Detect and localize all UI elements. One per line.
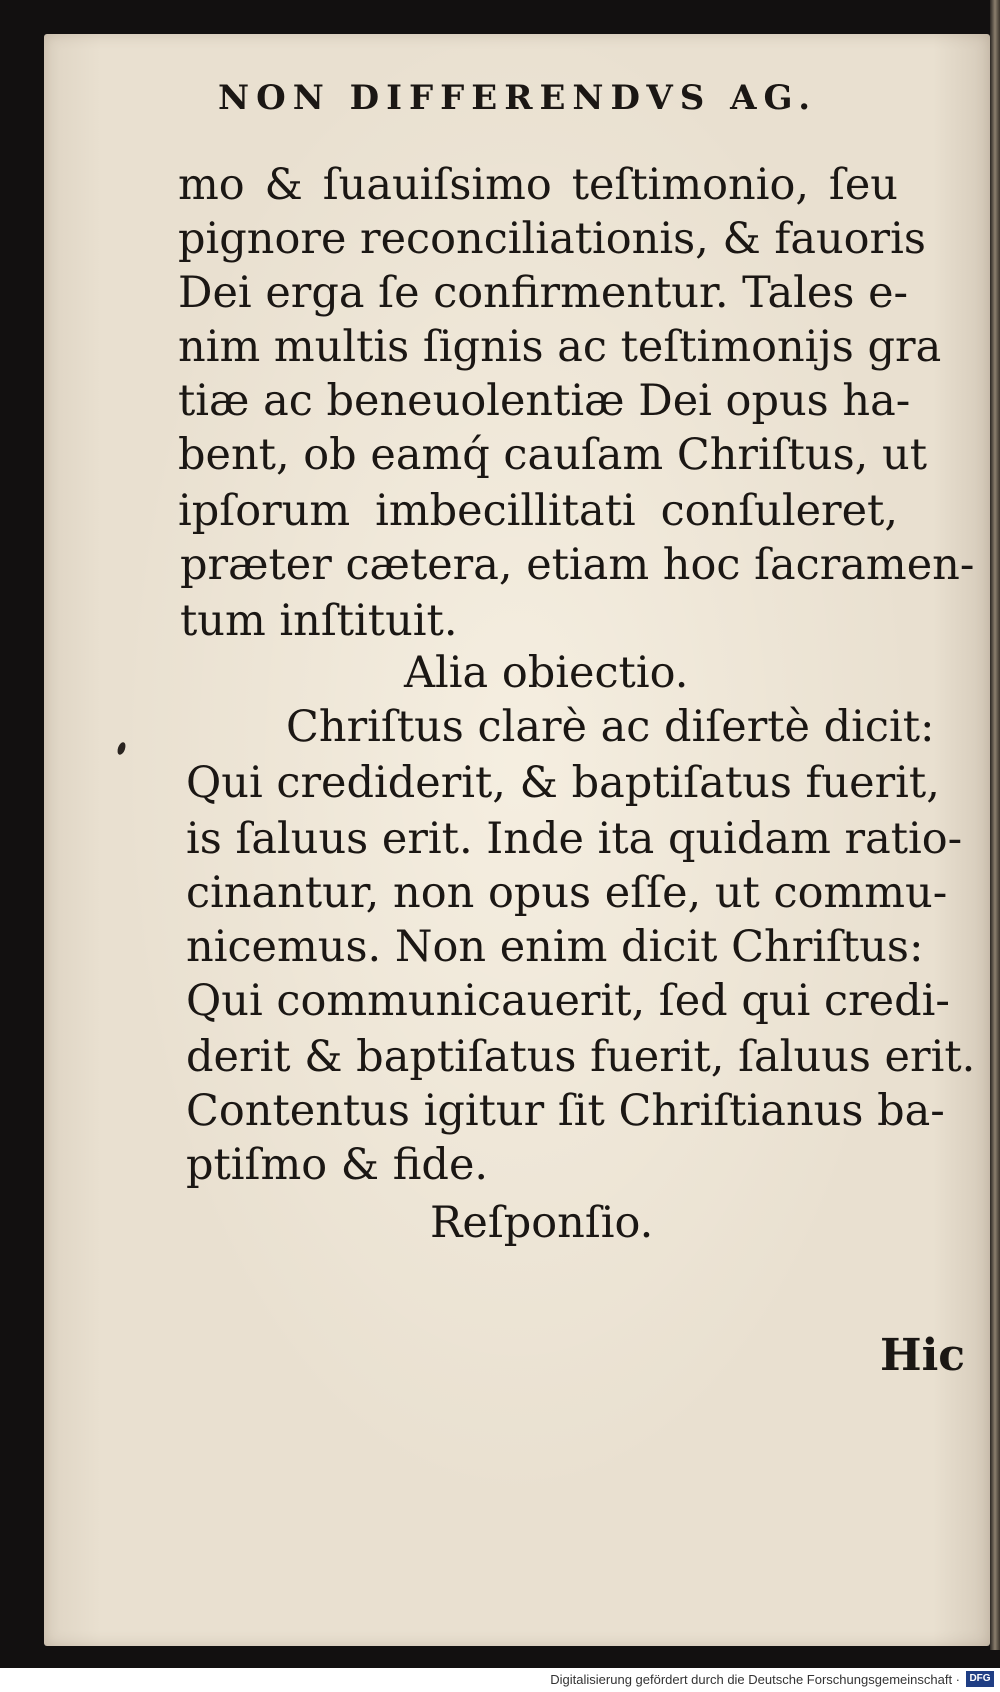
text-line: nicemus. Non enim dicit Chriſtus: (186, 922, 924, 972)
text-line: Chriſtus clarè ac diſertè dicit: (286, 702, 935, 752)
catchword: Hic (880, 1330, 966, 1381)
text-line: is ſaluus erit. Inde ita quidam ratio- (186, 814, 963, 864)
text-line: tiæ ac beneuolentiæ Dei opus ha- (178, 376, 911, 426)
footer-credit: Digitalisierung gefördert durch die Deutsche Forschungsgemeinschaft · (550, 1672, 960, 1687)
section-heading: Reſponſio. (430, 1198, 654, 1248)
text-line: ipſorum imbecillitati conſuleret, (178, 486, 898, 536)
text-line: bent, ob eamq́ cauſam Chriſtus, ut (178, 430, 927, 480)
text-line: Qui crediderit, & baptiſatus fuerit, (186, 758, 940, 808)
text-line: Contentus igitur ſit Chriſtianus ba- (186, 1086, 945, 1136)
text-line: cinantur, non opus eſſe, ut commu- (186, 868, 948, 918)
text-line: nim multis ſignis ac teſtimonijs gra (178, 322, 942, 372)
text-line: Dei erga ſe confirmentur. Tales e- (178, 268, 909, 318)
book-edge (990, 0, 1000, 1650)
text-line: tum inſtituit. (180, 596, 458, 646)
dfg-logo: DFG (966, 1671, 994, 1687)
text-line: præter cætera, etiam hoc ſacramen- (180, 540, 975, 590)
text-line: mo & ſuauiſsimo teſtimonio, ſeu (178, 160, 898, 210)
text-line: derit & baptiſatus fuerit, ſaluus erit. (186, 1032, 976, 1082)
running-head: NON DIFFERENDVS AG. (218, 78, 818, 118)
section-heading: Alia obiectio. (404, 648, 689, 698)
text-line: Qui communicauerit, ſed qui credi- (186, 976, 950, 1026)
text-line: ptiſmo & fide. (186, 1140, 489, 1190)
text-line: pignore reconciliationis, & fauoris (178, 214, 926, 264)
